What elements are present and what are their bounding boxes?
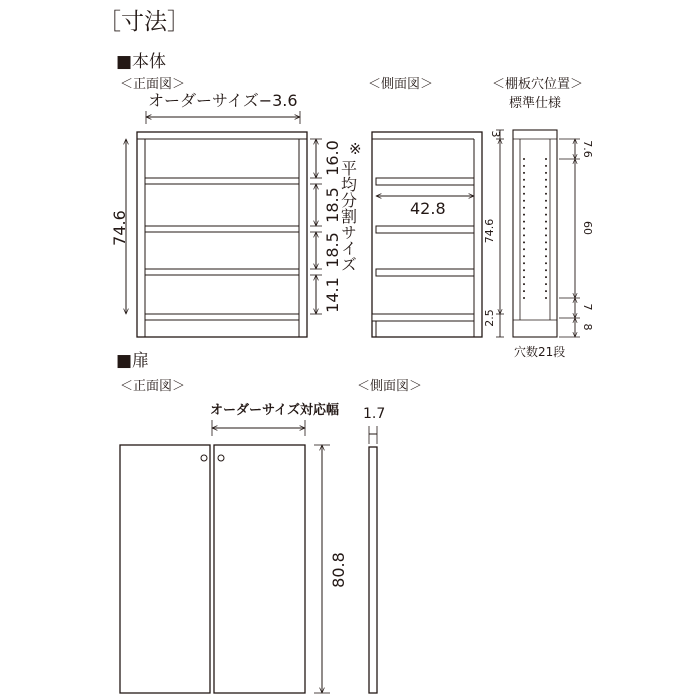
door-side-view [369, 447, 377, 693]
shelf-hole-dot [523, 214, 525, 216]
shelf-hole-dot [523, 221, 525, 223]
shelf-hole-dot [523, 193, 525, 195]
cabinet-side-view [372, 132, 482, 337]
door-heading: ■扉 [116, 351, 150, 371]
door-side-label: ＜側面図＞ [357, 379, 423, 394]
door-right-panel [214, 445, 305, 693]
door-right-hole [218, 455, 224, 461]
shelf-interval-dimensions [310, 139, 322, 314]
shelf-hole-right-dims [559, 139, 580, 337]
shelf-hole-dot [523, 234, 525, 236]
door-thickness-value: 1.7 [363, 406, 386, 422]
shelf-hole-dot [523, 241, 525, 243]
shelf-hole-dot [523, 207, 525, 209]
shelf-hole-dot [545, 290, 547, 292]
shelf-hole-dot [545, 234, 547, 236]
shelf-hole-dot [523, 283, 525, 285]
shelf-hole-dot [523, 276, 525, 278]
hole-count: 穴数21段 [514, 345, 566, 359]
shelf-hole-sublabel: 標準仕様 [509, 96, 562, 111]
shelf-hole-dot [545, 248, 547, 250]
shelf-hole-dot [523, 172, 525, 174]
shelf-hole-dot [545, 200, 547, 202]
shelf-hole-dot [523, 255, 525, 257]
shelf-hole-dot [545, 262, 547, 264]
shelf-hole-bottom: 2.5 [483, 309, 496, 327]
shelf-hole-dot [523, 179, 525, 181]
door-height-value: 80.8 [329, 552, 348, 588]
shelf-height-1: 16.0 [323, 140, 342, 176]
shelf-hole-dot [523, 290, 525, 292]
shelf-hole-height: 74.6 [483, 218, 496, 244]
hole-dim-middle: 60 [581, 221, 594, 235]
shelf-hole-dot [523, 248, 525, 250]
hole-dim-base: 8 [581, 323, 594, 331]
body-height-value: 74.6 [110, 210, 129, 246]
door-front-label: ＜正面図＞ [120, 379, 186, 394]
shelf-hole-dot [523, 269, 525, 271]
shelf-hole-dot [545, 221, 547, 223]
body-side-label: ＜側面図＞ [368, 77, 434, 92]
shelf-hole-dot [545, 158, 547, 160]
door-left-hole [201, 455, 207, 461]
shelf-hole-dot [545, 207, 547, 209]
note-text: 平均分割サイズ [338, 160, 358, 272]
shelf-hole-dot [545, 186, 547, 188]
shelf-hole-dot [523, 186, 525, 188]
body-front-label: ＜正面図＞ [120, 77, 186, 92]
shelf-hole-top: 3 [489, 130, 502, 138]
hole-dim-bottom: 7 [581, 303, 594, 311]
shelf-hole-dot [545, 297, 547, 299]
shelf-height-4: 14.1 [323, 277, 342, 313]
shelf-hole-dot [545, 255, 547, 257]
note-mark: ※ [349, 140, 362, 158]
page-title: ［寸法］ [98, 9, 190, 35]
cabinet-front-view [137, 132, 307, 337]
shelf-hole-dot [523, 200, 525, 202]
body-heading: ■本体 [116, 52, 167, 72]
shelf-height-2: 18.5 [323, 187, 342, 223]
shelf-hole-dot [523, 262, 525, 264]
shelf-hole-dot [523, 165, 525, 167]
shelf-hole-dot [523, 158, 525, 160]
depth-value: 42.8 [410, 199, 446, 218]
shelf-hole-dot [545, 172, 547, 174]
shelf-hole-dot [545, 228, 547, 230]
shelf-hole-diagram [513, 130, 557, 337]
shelf-height-3: 18.5 [323, 232, 342, 268]
shelf-hole-dot [545, 241, 547, 243]
door-left-panel [120, 445, 210, 693]
shelf-hole-dot [545, 276, 547, 278]
shelf-hole-dot [545, 283, 547, 285]
hole-dim-top: 7.6 [581, 140, 594, 158]
shelf-hole-dot [545, 214, 547, 216]
shelf-hole-dot [545, 193, 547, 195]
shelf-hole-left-dims [496, 130, 504, 337]
shelf-hole-label: ＜棚板穴位置＞ [492, 77, 584, 92]
body-width-label: オーダーサイズ−3.6 [148, 91, 298, 110]
shelf-hole-dot [545, 269, 547, 271]
door-width-label: オーダーサイズ対応幅 [210, 403, 339, 418]
shelf-hole-dot [545, 165, 547, 167]
shelf-hole-dot [523, 228, 525, 230]
shelf-hole-dot [523, 297, 525, 299]
shelf-hole-dot [545, 179, 547, 181]
door-front-view [120, 445, 305, 693]
